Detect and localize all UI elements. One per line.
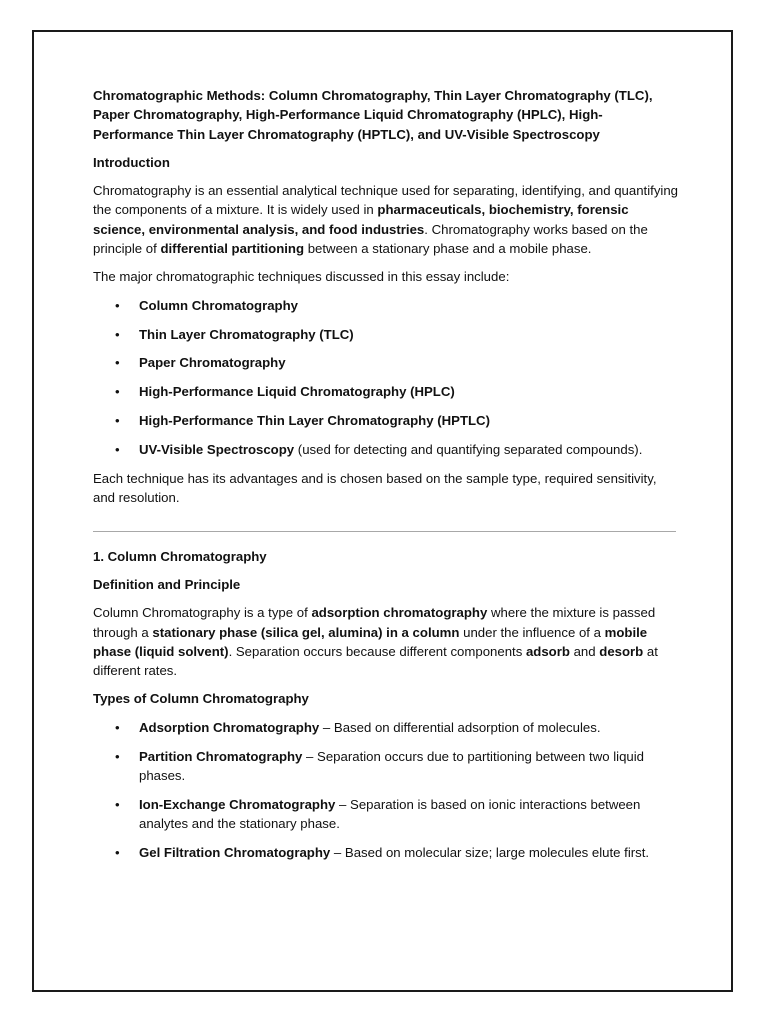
def-adsorption: adsorption chromatography: [311, 605, 488, 621]
type-name: Partition Chromatography: [139, 748, 303, 764]
list-item: [93, 382, 678, 401]
bullet-icon: •: [115, 719, 120, 735]
techniques-lead: The major chromatographic techniques discussed in this essay include:: [93, 269, 510, 285]
list-item: [93, 440, 678, 459]
technique-name: UV-Visible Spectroscopy: [139, 442, 295, 458]
intro-heading: Introduction: [93, 154, 170, 170]
section-heading: 1. Column Chromatography: [93, 548, 267, 564]
types-heading: Types of Column Chromatography: [93, 691, 309, 707]
bullet-icon: •: [115, 297, 120, 313]
type-description: – Based on molecular size; large molecules elute first.: [330, 844, 650, 860]
types-list: [93, 718, 678, 863]
def-text-g: . Separation occurs because different components: [228, 643, 526, 659]
intro-paragraph: [93, 181, 678, 258]
def-stationary-phase: stationary phase (silica gel, alumina) in a column: [152, 624, 460, 640]
techniques-list: [93, 296, 678, 460]
bullet-icon: •: [115, 384, 120, 400]
definition-paragraph: [93, 603, 678, 680]
type-name: Gel Filtration Chromatography: [139, 844, 331, 860]
bullet-icon: •: [115, 748, 120, 764]
list-item: [93, 353, 678, 372]
document-title: Chromatographic Methods: Column Chromatography, Thin Layer Chromatography (TLC), Paper Chromatography, High-Performance Liquid Chromatography (HPLC), High-Performance Thin Layer Chromatography (HPTLC), and UV-Visible Spectroscopy: [93, 88, 653, 142]
type-name: Adsorption Chromatography: [139, 719, 320, 735]
def-text-e: under the influence of a: [459, 624, 605, 640]
bullet-icon: •: [115, 326, 120, 342]
type-description: – Separation is based on ionic interactions between analytes and the stationary phase.: [139, 796, 641, 832]
def-text-c: where the mixture is passed through a: [93, 605, 656, 640]
bullet-icon: •: [115, 355, 120, 371]
document-body: [93, 86, 678, 872]
technique-name: Thin Layer Chromatography (TLC): [139, 326, 354, 342]
bullet-icon: •: [115, 442, 120, 458]
bullet-icon: •: [115, 413, 120, 429]
def-desorb: desorb: [599, 643, 644, 659]
technique-name: Column Chromatography: [139, 297, 298, 313]
list-item: [93, 747, 678, 786]
definition-heading: Definition and Principle: [93, 576, 241, 592]
technique-note: (used for detecting and quantifying separated compounds).: [294, 442, 643, 458]
def-adsorb: adsorb: [525, 643, 570, 659]
technique-name: High-Performance Liquid Chromatography (HPLC): [139, 384, 455, 400]
type-name: Ion-Exchange Chromatography: [139, 796, 336, 812]
bullet-icon: •: [115, 844, 120, 860]
technique-name: High-Performance Thin Layer Chromatography (HPTLC): [139, 413, 490, 429]
intro-text-e: between a stationary phase and a mobile phase.: [304, 241, 592, 257]
list-item: [93, 296, 678, 315]
list-item: [93, 325, 678, 344]
section-divider: [93, 531, 676, 532]
technique-name: Paper Chromatography: [139, 355, 286, 371]
def-text-a: Column Chromatography is a type of: [93, 605, 312, 621]
intro-industries: pharmaceuticals, biochemistry, forensic science, environmental analysis, and food industries: [93, 202, 629, 237]
def-text-i: and: [569, 643, 600, 659]
list-item: [93, 411, 678, 430]
intro-closing: Each technique has its advantages and is chosen based on the sample type, required sensitivity, and resolution.: [93, 471, 657, 506]
type-description: – Based on differential adsorption of molecules.: [319, 719, 601, 735]
list-item: [93, 718, 678, 737]
intro-text-c: . Chromatography works based on the principle of: [93, 221, 648, 257]
list-item: [93, 795, 678, 834]
bullet-icon: •: [115, 796, 120, 812]
intro-text-a: Chromatography is an essential analytical technique used for separating, identifying, and quantifying the components of a mixture. It is widely used in: [93, 183, 679, 218]
intro-principle: differential partitioning: [160, 241, 305, 257]
def-mobile-phase: mobile phase (liquid solvent): [93, 624, 648, 659]
type-description: – Separation occurs due to partitioning between two liquid phases.: [139, 748, 645, 783]
list-item: [93, 843, 678, 862]
def-text-k: at different rates.: [93, 643, 658, 679]
